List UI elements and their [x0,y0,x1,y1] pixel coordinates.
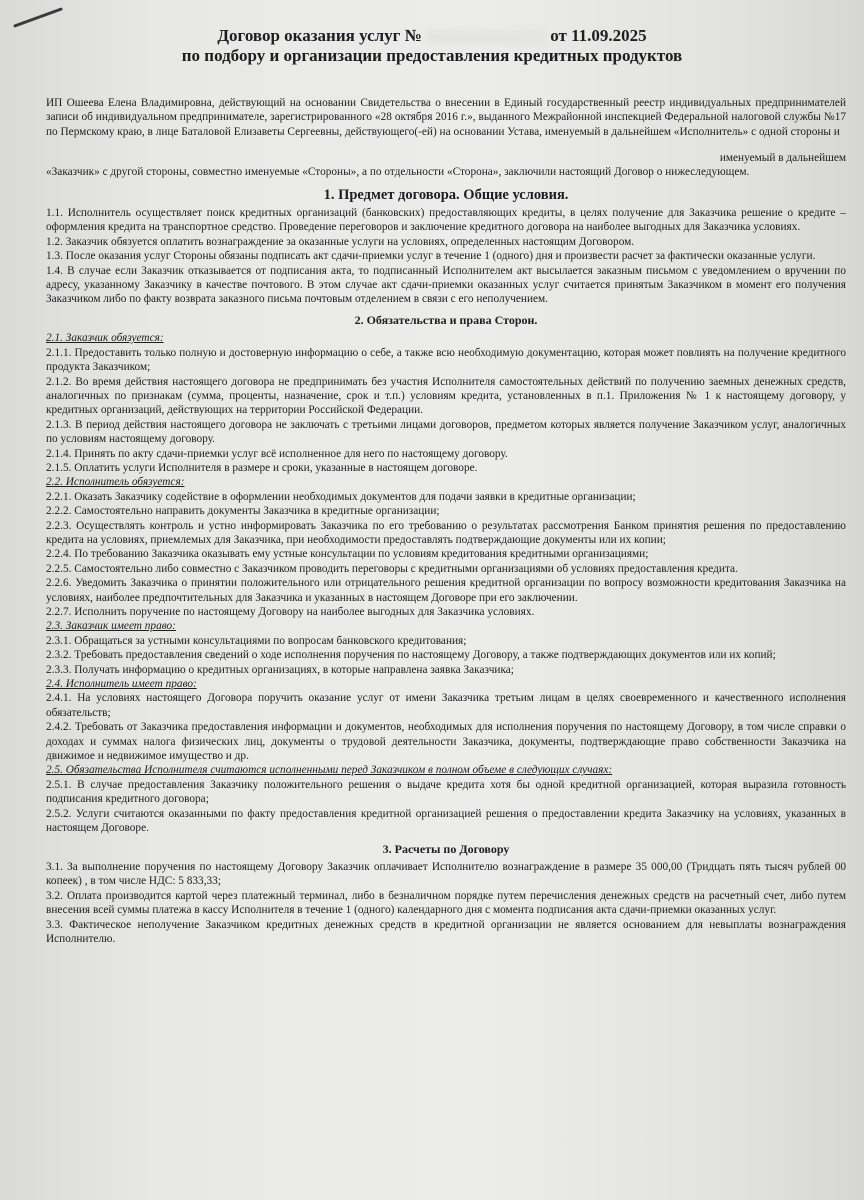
clause: 2.5.1. В случае предоставления Заказчику положительного решения о выдаче кредита хотя бы одной кредитной организацией, которая выразила готовность подписания кредитного договора; [46,778,846,806]
subsection-heading: 2.4. Исполнитель имеет право: [46,678,197,691]
clause: 2.4.1. На условиях настоящего Договора поручить оказание услуг от имени Заказчика третьим лицам в целях своевременного и качественного исполнения обязательств; [46,692,846,719]
preamble-paragraph: ИП Ошеева Елена Владимировна, действующий на основании Свидетельства о внесении в Единый государственный реестр индивидуальных предпринимателей записи об индивидуальном предпринимателе, зарегистрированного «28 октября 2016 г.», выданного Межрайонной инспекцией Федеральной налоговой службы №17 по Пермскому краю, в лице Баталовой Елизаветы Сергеевны, действующего(-ей) на основании Устава, именуемый в дальнейшем «Исполнитель» с одной стороны и [46,97,846,138]
clause: 2.1.2. Во время действия настоящего договора не предпринимать без участия Исполнителя самостоятельных действий по получению заемных денежных средств, аналогичных по признакам (сумма, проценты, назначение, срок и т.п.) условиям кредита, установленных в п.1. Приложения № 1 к настоящему договору, у кредитных организаций, действующих на территории Российской Федерации. [46,375,846,417]
clause: 2.1.5. Оплатить услуги Исполнителя в размере и сроки, указанные в настоящем договоре. [46,461,478,474]
clause: 2.2.3. Осуществлять контроль и устно информировать Заказчика по его требованию о результатах рассмотрения Банком принятия решения по предоставлению кредита на условиях, приемлемых для Заказчика, при необходимости предоставлять подтверждающие документы или их копии; [46,519,846,546]
clause: 1.4. В случае если Заказчик отказывается от подписания акта, то подписанный Исполнителем акт высылается заказным письмом с уведомлением о вручении по адресу, указанному Заказчику в качестве почтового. В этом случае акт сдачи-приемки оказанных услуг считается принятым Заказчиком в момент его получения Заказчиком либо по факту возврата заказного письма почтовым отделением в связи с его неполучением. [46,264,846,306]
clause: 1.1. Исполнитель осуществляет поиск кредитных организаций (банковских) предоставляющих кредиты, в целях получение для Заказчика решение о кредите –оформления кредита на транспортное средство. Проведение переговоров и заключение кредитного договора на наиболее выгодных для Заказчика условиях. [46,207,846,234]
preamble-closing: «Заказчик» с другой стороны, совместно именуемые «Стороны», а по отдельности «Сторона», заключили настоящий Договор о нижеследующем. [46,166,750,179]
clause: 2.5.2. Услуги считаются оказанными по факту предоставления кредитной организацией решения о предоставлении кредита Заказчику на условиях, указанных в настоящем Договоре. [46,807,846,835]
section-2-heading: 2. Обязательства и права Сторон. [354,312,538,327]
clause: 2.2.7. Исполнить поручение по настоящему Договору на наиболее выгодных для Заказчика условиях. [46,606,535,618]
clause: 2.2.2. Самостоятельно направить документы Заказчика в кредитные организации; [46,505,440,518]
clause: 2.3.1. Обращаться за устными консультациями по вопросам банковского кредитования; [46,634,467,647]
clause: 1.2. Заказчик обязуется оплатить вознаграждение за оказанные услуги на условиях, определенных настоящим Договором. [46,235,635,248]
subsection-heading: 2.1. Заказчик обязуется: [46,332,164,345]
clause: 2.2.6. Уведомить Заказчика о принятии положительного или отрицательного решения кредитной организации по вопросу возможности кредитования Заказчика на условиях, наиболее предпочтительных для Заказчика и указанных в настоящем Договоре при его заключении. [46,577,846,604]
clause: 3.2. Оплата производится картой через платежный терминал, либо в безналичном порядке путем перечисления денежных средств на расчетный счет, либо путем внесения всей суммы платежа в кассу Исполнителя в течение 1 (одного) календарного дня с момента подписания акта сдачи-приемки оказанных услуг. [46,889,846,917]
subsection-heading: 2.2. Исполнитель обязуется: [46,476,185,489]
clause: 3.3. Фактическое неполучение Заказчиком кредитных денежных средств в кредитной организации не является основанием для невыплаты вознаграждения Исполнителю. [46,918,846,945]
clause: 3.1. За выполнение поручения по настоящему Договору Заказчик оплачивает Исполнителю вознаграждение в размере 35 000,00 (Тридцать пять тысяч рублей 00 копеек) , в том числе НДС: 5 833,33; [46,860,846,888]
redacted-number [426,30,546,44]
subsection-heading: 2.5. Обязательства Исполнителя считаются исполненными перед Заказчиком в полном объеме в следующих случаях: [46,764,613,777]
clause: 2.1.3. В период действия настоящего договора не заключать с третьими лицами договоров, предметом которых является получение Заказчиком услуг, аналогичных по условиям настоящему договору. [46,418,846,446]
clause: 2.2.1. Оказать Заказчику содействие в оформлении необходимых документов для подачи заявки в кредитные организации; [46,490,636,503]
clause: 1.3. После оказания услуг Стороны обязаны подписать акт сдачи-приемки услуг в течение 1 (одного) дня и произвести расчет за фактически оказанные услуги. [46,250,816,263]
preamble-tail-line [46,151,846,165]
clause: 2.3.3. Получать информацию о кредитных организациях, в которые направлена заявка Заказчика; [46,663,514,676]
subsection-heading: 2.3. Заказчик имеет право: [46,620,176,633]
clause: 2.2.4. По требованию Заказчика оказывать ему устные консультации по условиям кредитования кредитными организациями; [46,548,649,561]
document-title [0,26,864,46]
clause: 2.1.4. Принять по акту сдачи-приемки услуг всё исполненное для него по настоящему договору. [46,447,508,460]
section-1-heading: 1. Предмет договора. Общие условия. [323,186,569,203]
title-prefix: Договор оказания услуг № [217,26,422,45]
clause: 2.2.5. Самостоятельно либо совместно с Заказчиком проводить переговоры с кредитными организациями об условиях предоставления кредита. [46,562,738,575]
pen-mark [13,7,63,28]
redacted-party-line [46,139,846,151]
clause: 2.4.2. Требовать от Заказчика предоставления информации и документов, необходимых для исполнения поручения по настоящему Договору, в том числе справки о доходах и суммах налога физических лиц, документы о трудовой деятельности Заказчика, документы, подтверждающие право собственности Заказчика на движимое и недвижимое имущество и др. [46,721,846,763]
section-3-heading: 3. Расчеты по Договору [382,841,510,856]
title-date: от 11.09.2025 [550,26,647,45]
preamble-tail: именуемый в дальнейшем [719,152,846,165]
clause: 2.1.1. Предоставить только полную и достоверную информацию о себе, а также всю необходимую документацию, которая может повлиять на получение кредитного продукта Заказчиком; [46,346,846,374]
document-subtitle: по подбору и организации предоставления кредитных продуктов [181,46,683,65]
clause: 2.3.2. Требовать предоставления сведений о ходе исполнения поручения по настоящему Договору, а также подтверждающих документов или их копий; [46,649,776,662]
document-body [46,96,846,946]
